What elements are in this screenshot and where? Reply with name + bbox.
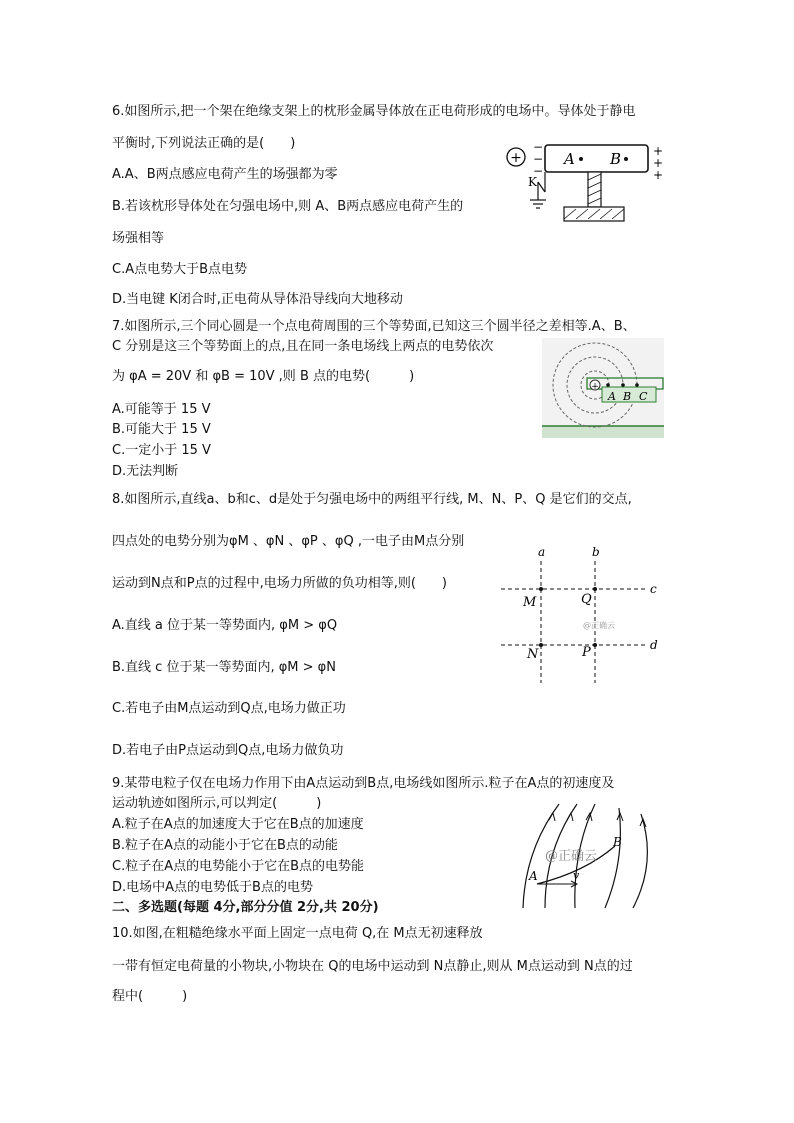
svg-text:P: P — [582, 645, 591, 660]
q7-option-c: C.一定小于 15 V — [112, 443, 211, 458]
q10-stem-line2: 一带有恒定电荷量的小物块,小物块在 Q的电场中运动到 N点静止,则从 M点运动到 N点的过 — [112, 959, 633, 974]
q9-option-a: A.粒子在A点的加速度大于它在B点的加速度 — [112, 817, 364, 832]
q8-option-a: A.直线 a 位于某一等势面内, φM > φQ — [112, 618, 338, 633]
q7-option-b: B.可能大于 15 V — [112, 422, 211, 437]
svg-text:+: + — [652, 144, 664, 158]
q9-figure — [515, 800, 675, 910]
q8-option-d: D.若电子由P点运动到Q点,电场力做负功 — [112, 743, 344, 758]
svg-text:d: d — [650, 638, 658, 652]
svg-text:@正确云: @正确云 — [583, 621, 615, 630]
svg-text:A: A — [608, 390, 616, 403]
q10-stem-line3: 程中( ) — [112, 989, 188, 1004]
section-heading-multiple-choice: 二、多选题(每题 4分,部分分值 2分,共 20分) — [112, 900, 379, 915]
svg-text:c: c — [650, 582, 657, 596]
q9-stem-line1: 9.某带电粒子仅在电场力作用下由A点运动到B点,电场线如图所示.粒子在A点的初速度及 — [112, 776, 615, 791]
svg-text:b: b — [592, 545, 600, 559]
svg-text:+: + — [510, 150, 522, 166]
q6-stem-line2: 平衡时,下列说法正确的是( ) — [112, 136, 296, 151]
svg-text:+: + — [591, 382, 599, 392]
svg-text:K: K — [528, 175, 537, 189]
q6-option-b-line2: 场强相等 — [112, 231, 165, 246]
q7-stem-line2: C 分别是这三个等势面上的点,且在同一条电场线上两点的电势依次 — [112, 339, 494, 354]
q7-option-a: A.可能等于 15 V — [112, 402, 211, 417]
q7-figure — [542, 338, 664, 438]
svg-text:B: B — [623, 390, 632, 403]
q10-stem-line1: 10.如图,在粗糙绝缘水平面上固定一点电荷 Q,在 M点无初速释放 — [112, 926, 483, 941]
q8-stem-line1: 8.如图所示,直线a、b和c、d是处于匀强电场中的两组平行线, M、N、P、Q 是它们的交点, — [112, 492, 632, 507]
q9-stem-line2: 运动轨迹如图所示,可以判定( ) — [112, 796, 322, 811]
svg-text:Q: Q — [581, 592, 592, 607]
q6-option-c: C.A点电势大于B点电势 — [112, 262, 248, 277]
svg-text:a: a — [538, 545, 546, 559]
q9-option-b: B.粒子在A点的动能小于它在B点的动能 — [112, 838, 338, 853]
svg-text:@正确云: @正确云 — [545, 849, 598, 864]
q6-option-b-line1: B.若该枕形导体处在匀强电场中,则 A、B两点感应电荷产生的 — [112, 199, 464, 214]
svg-text:+: + — [652, 156, 664, 170]
q7-option-d: D.无法判断 — [112, 464, 179, 479]
q8-stem-line3: 运动到N点和P点的过程中,电场力所做的负功相等,则( ) — [112, 576, 447, 591]
svg-text:+: + — [652, 168, 664, 182]
q7-stem-line1: 7.如图所示,三个同心圆是一个点电荷周围的三个等势面,已知这三个圆半径之差相等.A、B、 — [112, 319, 636, 334]
q8-figure — [497, 545, 667, 685]
q6-option-d: D.当电键 K闭合时,正电荷从导体沿导线向大地移动 — [112, 292, 403, 307]
q7-stem-line3: 为 φA = 20V 和 φB = 10V ,则 B 点的电势( ) — [112, 369, 415, 384]
q9-option-c: C.粒子在A点的电势能小于它在B点的电势能 — [112, 859, 365, 874]
q6-option-a: A.A、B两点感应电荷产生的场强都为零 — [112, 167, 338, 182]
q8-option-b: B.直线 c 位于某一等势面内, φM > φN — [112, 660, 336, 675]
svg-text:−: − — [532, 140, 544, 154]
svg-text:A: A — [529, 869, 538, 883]
svg-text:N: N — [527, 647, 539, 662]
q8-option-c: C.若电子由M点运动到Q点,电场力做正功 — [112, 701, 346, 716]
svg-text:v: v — [573, 869, 580, 882]
svg-text:C: C — [639, 390, 648, 403]
svg-text:B: B — [610, 150, 622, 168]
svg-text:−: − — [532, 152, 544, 166]
q6-stem-line1: 6.如图所示,把一个架在绝缘支架上的枕形金属导体放在正电荷形成的电场中。导体处于静电 — [112, 104, 636, 119]
svg-text:B: B — [613, 835, 622, 849]
q9-option-d: D.电场中A点的电势低于B点的电势 — [112, 880, 313, 895]
q6-figure — [500, 140, 675, 230]
svg-text:M: M — [523, 595, 537, 610]
svg-text:A: A — [564, 150, 575, 168]
svg-text:−: − — [532, 164, 544, 178]
q8-stem-line2: 四点处的电势分别为φM 、φN 、φP 、φQ ,一电子由M点分别 — [112, 534, 465, 549]
